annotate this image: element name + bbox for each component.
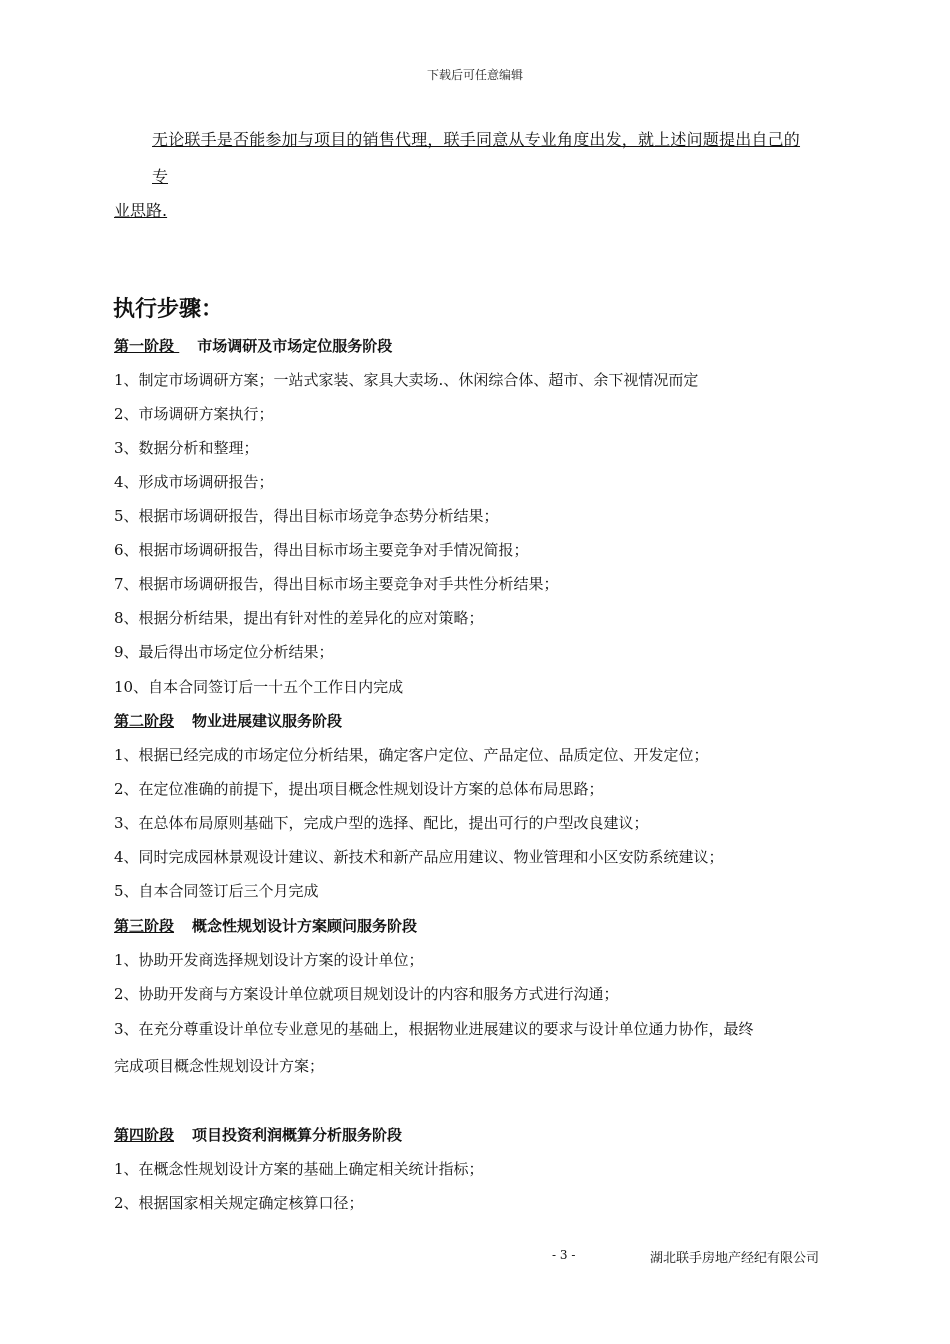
list-item: 10、自本合同签订后一十五个工作日内完成 bbox=[114, 678, 404, 696]
list-item: 4、同时完成园林景观设计建议、新技术和新产品应用建议、物业管理和小区安防系统建议； bbox=[114, 848, 724, 866]
phase-name: 概念性规划设计方案顾问服务阶段 bbox=[192, 917, 418, 935]
list-item: 1、制定市场调研方案；一站式家装、家具大卖场.、休闲综合体、超市、余下视情况而定 bbox=[114, 371, 699, 389]
list-item: 9、最后得出市场定位分析结果； bbox=[114, 643, 334, 661]
intro-line-1: 无论联手是否能参加与项目的销售代理，联手同意从专业角度出发，就上述问题提出自己的 bbox=[152, 130, 801, 149]
phase-4-heading bbox=[114, 1124, 402, 1145]
section-title: 执行步骤： bbox=[113, 297, 224, 322]
list-item: 1、根据已经完成的市场定位分析结果，确定客户定位、产品定位、品质定位、开发定位； bbox=[114, 746, 709, 764]
phase-1-heading bbox=[114, 335, 392, 356]
list-item: 2、在定位准确的前提下，提出项目概念性规划设计方案的总体布局思路； bbox=[114, 780, 604, 798]
list-item: 3、数据分析和整理； bbox=[114, 439, 259, 457]
phase-label: 第四阶段 bbox=[114, 1126, 175, 1144]
list-item: 3、在充分尊重设计单位专业意见的基础上，根据物业进展建议的要求与设计单位通力协作，最终 bbox=[114, 1020, 754, 1038]
list-item: 完成项目概念性规划设计方案； bbox=[114, 1057, 325, 1075]
list-item: 2、市场调研方案执行； bbox=[114, 405, 274, 423]
phase-name: 物业进展建议服务阶段 bbox=[192, 712, 343, 730]
intro-line-3: 业思路. bbox=[114, 201, 168, 220]
list-item: 7、根据市场调研报告，得出目标市场主要竞争对手共性分析结果； bbox=[114, 575, 559, 593]
phase-label: 第三阶段 bbox=[114, 917, 175, 935]
page-number: - 3 - bbox=[552, 1248, 576, 1262]
phase-label: 第二阶段 bbox=[114, 712, 175, 730]
list-item: 2、协助开发商与方案设计单位就项目规划设计的内容和服务方式进行沟通； bbox=[114, 985, 619, 1003]
phase-2-heading bbox=[114, 710, 342, 731]
list-item: 1、在概念性规划设计方案的基础上确定相关统计指标； bbox=[114, 1160, 484, 1178]
page-header: 下载后可任意编辑 bbox=[426, 68, 523, 82]
list-item: 4、形成市场调研报告； bbox=[114, 473, 274, 491]
list-item: 5、自本合同签订后三个月完成 bbox=[114, 882, 319, 900]
list-item: 3、在总体布局原则基础下，完成户型的选择、配比，提出可行的户型改良建议； bbox=[114, 814, 649, 832]
list-item: 8、根据分析结果，提出有针对性的差异化的应对策略； bbox=[114, 609, 484, 627]
list-item: 2、根据国家相关规定确定核算口径； bbox=[114, 1194, 364, 1212]
company-name: 湖北联手房地产经纪有限公司 bbox=[650, 1251, 820, 1266]
phase-label: 第一阶段 bbox=[114, 337, 180, 355]
phase-name: 项目投资利润概算分析服务阶段 bbox=[192, 1126, 403, 1144]
intro-line-2: 专 bbox=[152, 167, 169, 186]
list-item: 5、根据市场调研报告，得出目标市场竞争态势分析结果； bbox=[114, 507, 499, 525]
list-item: 1、协助开发商选择规划设计方案的设计单位； bbox=[114, 951, 424, 969]
list-item: 6、根据市场调研报告，得出目标市场主要竞争对手情况简报； bbox=[114, 541, 529, 559]
phase-name: 市场调研及市场定位服务阶段 bbox=[197, 337, 393, 355]
phase-3-heading bbox=[114, 915, 417, 936]
